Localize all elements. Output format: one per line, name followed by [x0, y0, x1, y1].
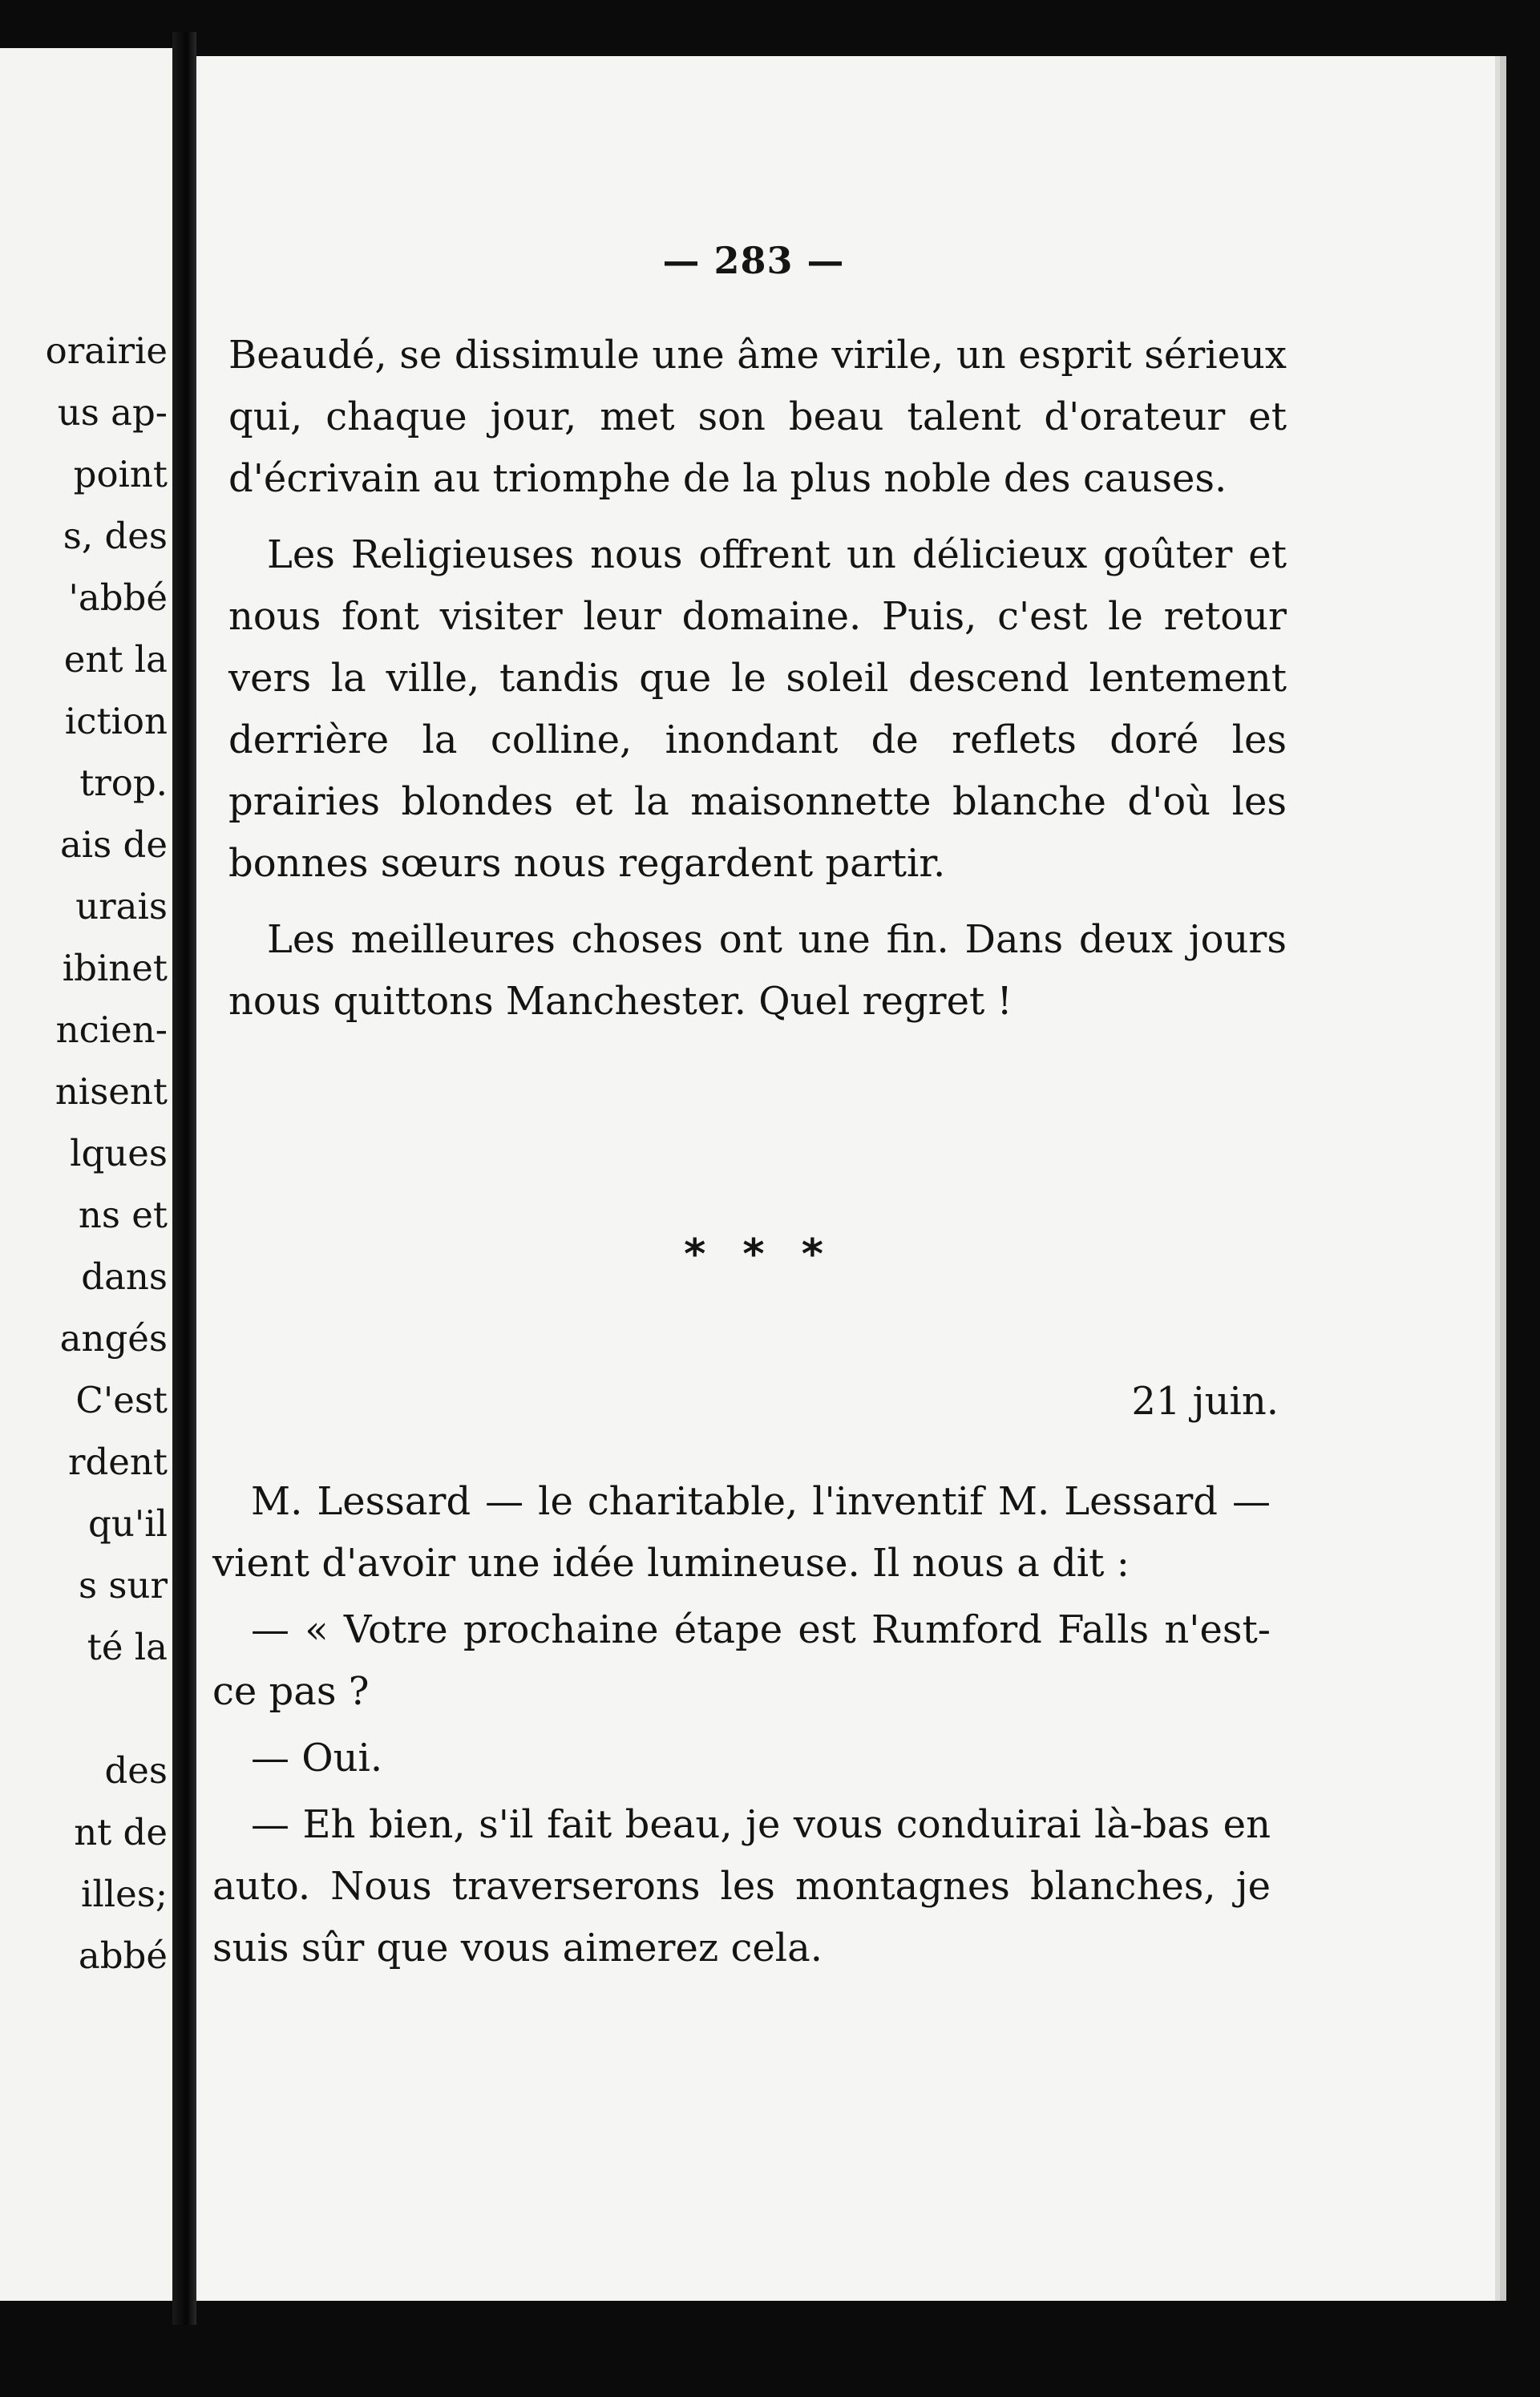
left-page-line: angés [59, 1317, 168, 1360]
entry-date: 21 juin. [1131, 1379, 1279, 1424]
paragraph: Les Religieuses nous offrent un délicieux goûter et nous font visiter leur domaine. Puis, c'est le retour vers la ville, tandis que le soleil descend lentement derrière la colline, inondant de reflets doré les prairies blondes et la maisonnette blanche d'où les bonnes sœurs nous regardent partir. [228, 532, 1287, 886]
paragraph: M. Lessard — le charitable, l'inventif M. Lessard — vient d'avoir une idée lumineuse. Il nous a dit : [212, 1479, 1271, 1586]
left-page-line: iction [64, 700, 168, 742]
left-page-line: illes; [80, 1873, 168, 1915]
left-page-line: s, des [63, 515, 168, 557]
left-page-line: rdent [67, 1441, 168, 1483]
left-page-line: 'abbé [68, 576, 168, 619]
left-page-line: qu'il [88, 1502, 168, 1545]
left-page-line: s sur [79, 1564, 168, 1607]
paragraph: Beaudé, se dissimule une âme virile, un esprit sérieux qui, chaque jour, met son beau talent d'orateur et d'écrivain au triomphe de la plus noble des causes. [228, 333, 1287, 501]
left-page-line: té la [87, 1626, 168, 1668]
page-number: — 283 — [662, 239, 845, 282]
book-page [196, 56, 1495, 2301]
left-page-line: nt de [74, 1811, 168, 1853]
left-page-line: us ap- [57, 391, 168, 434]
paragraph: Les meilleures choses ont une fin. Dans deux jours nous quittons Manchester. Quel regret ! [228, 917, 1287, 1024]
left-page-line: ncien- [55, 1009, 168, 1051]
left-page-line: abbé [78, 1934, 168, 1977]
left-page-line: orairie [45, 329, 168, 372]
left-page-line: ns et [78, 1194, 168, 1236]
page-body-bottom [212, 1471, 1271, 1984]
left-page-line: trop. [79, 762, 168, 804]
left-page-line: point [73, 453, 168, 495]
left-page-line: ais de [59, 823, 168, 866]
dialogue-line: — Eh bien, s'il fait beau, je vous conduirai là-bas en auto. Nous traverserons les montagnes blanches, je suis sûr que vous aimerez cela. [212, 1802, 1271, 1971]
dialogue-line: — « Votre prochaine étape est Rumford Falls n'est-ce pas ? [212, 1607, 1271, 1714]
previous-page-fragment [0, 48, 172, 2301]
left-page-line: ent la [63, 638, 168, 681]
left-page-line: nisent [55, 1070, 168, 1113]
left-page-line: C'est [75, 1379, 168, 1421]
book-gutter [172, 32, 196, 2325]
left-page-line: lques [70, 1132, 168, 1174]
section-separator: * * * [684, 1231, 823, 1279]
left-page-line: ibinet [62, 947, 168, 989]
left-page-line: dans [81, 1255, 168, 1298]
left-page-line: urais [75, 885, 168, 928]
page-body-top [228, 325, 1287, 1047]
left-page-line: des [104, 1749, 168, 1792]
dialogue-line: — Oui. [251, 1736, 383, 1781]
